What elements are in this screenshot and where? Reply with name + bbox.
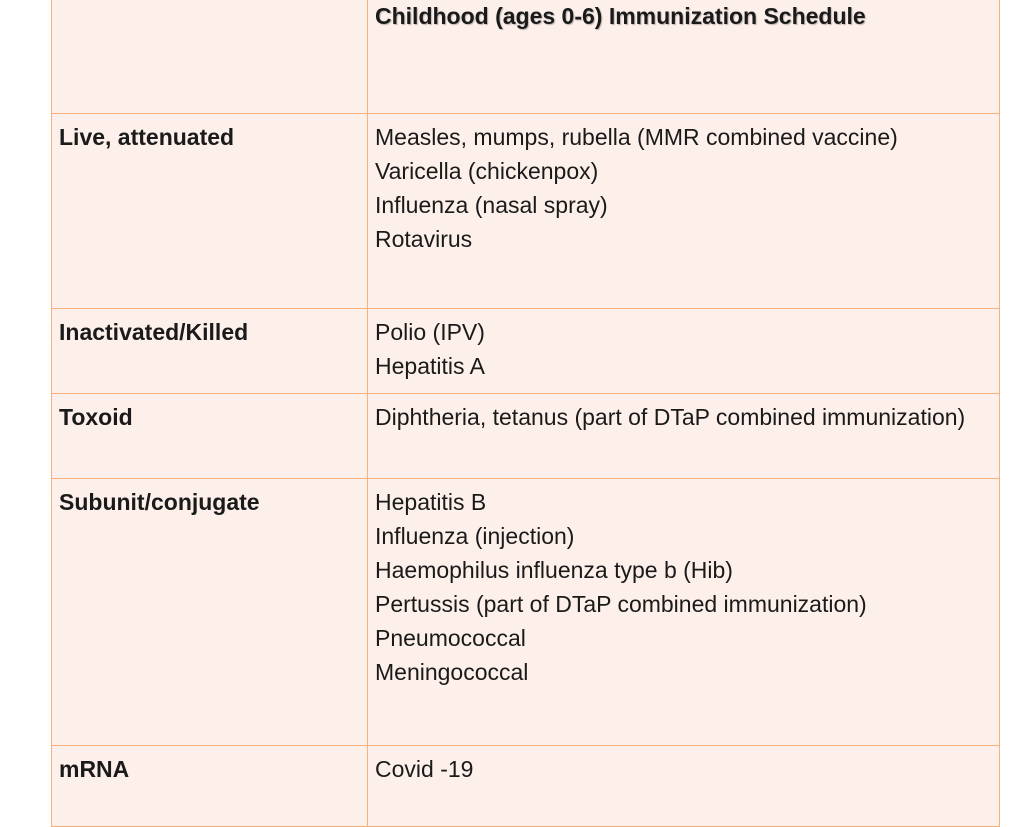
vaccine-item: Polio (IPV): [375, 319, 485, 345]
vaccine-item: Haemophilus influenza type b (Hib): [375, 557, 733, 583]
vaccine-item: Pneumococcal: [375, 625, 526, 651]
type-label-mrna: mRNA: [59, 756, 130, 782]
type-label-toxoid: Toxoid: [59, 404, 133, 430]
table-row-toxoid: [52, 394, 1000, 479]
vaccine-item: Influenza (injection): [375, 523, 575, 549]
table-row-mrna: [52, 746, 1000, 827]
type-label-subunit-conjugate: Subunit/conjugate: [59, 489, 260, 515]
vaccine-item: Hepatitis B: [375, 489, 487, 515]
type-cell: [52, 114, 368, 309]
header-vaccine-type: [52, 0, 368, 114]
vaccine-item: Hepatitis A: [375, 353, 485, 379]
vaccine-item: Diphtheria, tetanus (part of DTaP combined immunization): [375, 404, 966, 430]
vaccines-cell: [368, 479, 1000, 746]
type-cell: [52, 746, 368, 827]
vaccine-table-container: [51, 0, 999, 827]
vaccine-item: Influenza (nasal spray): [375, 192, 608, 218]
vaccine-item: Pertussis (part of DTaP combined immunization): [375, 591, 867, 617]
table-header-row: [52, 0, 1000, 114]
table-row-live-attenuated: [52, 114, 1000, 309]
vaccine-types-table: [51, 0, 1000, 827]
vaccine-item: Covid -19: [375, 756, 474, 782]
vaccines-cell: [368, 114, 1000, 309]
vaccine-item: Rotavirus: [375, 226, 473, 252]
type-label-inactivated-killed: Inactivated/Killed: [59, 319, 249, 345]
vaccines-cell: [368, 309, 1000, 394]
vaccine-item: Varicella (chickenpox): [375, 158, 599, 184]
header-vaccines-line-2: Childhood (ages 0-6) Immunization Schedule: [375, 3, 866, 29]
table-row-subunit-conjugate: [52, 479, 1000, 746]
vaccine-item: Measles, mumps, rubella (MMR combined vaccine): [375, 124, 898, 150]
vaccine-item: Meningococcal: [375, 659, 529, 685]
vaccines-cell: [368, 394, 1000, 479]
header-vaccines-on-schedule: [368, 0, 1000, 114]
vaccines-cell: [368, 746, 1000, 827]
type-label-live-attenuated: Live, attenuated: [59, 124, 235, 150]
type-cell: [52, 394, 368, 479]
type-cell: [52, 309, 368, 394]
type-cell: [52, 479, 368, 746]
table-row-inactivated-killed: [52, 309, 1000, 394]
